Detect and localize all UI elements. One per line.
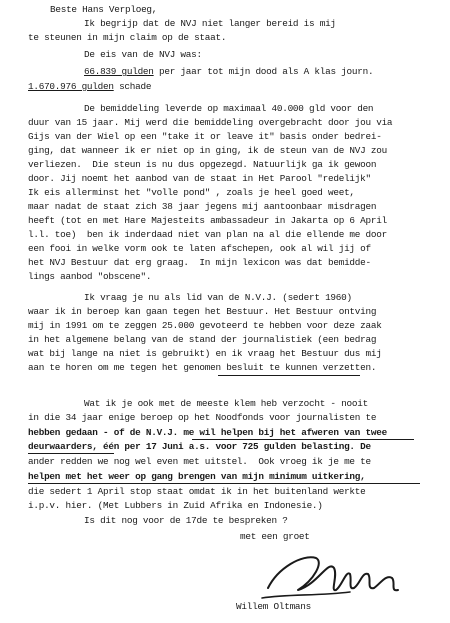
underline-mark: [28, 483, 420, 484]
text-line: het NVJ Bestuur dat erg graag. In mijn lexicon was dat bemidde-: [28, 257, 371, 268]
text-line: Ik eis allerminst het "volle pond" , zoals je heel goed weet,: [28, 187, 355, 198]
text-line: wat bij lange na niet is gebruikt) en ik vraag het Bestuur dus mij: [28, 348, 382, 359]
salutation: Beste Hans Verploeg,: [50, 4, 158, 15]
text-line: ander redden we nog wel even met uitstel. Ook vroeg ik je me te: [28, 456, 371, 467]
text-line: in die 34 jaar enige beroep op het Noodfonds voor journalisten te: [28, 412, 377, 423]
text-line: door. Jij noemt het aanbod van de staat in Het Parool "redelijk": [28, 173, 371, 184]
text-line: te steunen in mijn claim op de staat.: [28, 32, 227, 43]
text-line: Ik begrijp dat de NVJ niet langer bereid is mij: [84, 18, 336, 29]
text-line: aan te horen om me tegen het genomen besluit te kunnen verzetten.: [28, 362, 377, 373]
text-line: verliezen. Die steun is nu dus opgezegd. Natuurlijk ga ik gewoon: [28, 159, 377, 170]
handwritten-signature: [258, 540, 408, 606]
closing-greeting: met een groet: [240, 531, 310, 542]
text-line: heeft (tot en met Hare Majesteits ambassadeur in Jakarta op 6 April: [28, 215, 387, 226]
underline-mark: [218, 375, 360, 376]
signature-name: Willem Oltmans: [236, 601, 312, 612]
text-line: l.l. toe) ben ik inderdaad niet van plan na al die ellende me door: [28, 229, 387, 240]
text-line: in het algemene belang van de stand der journalistiek (een bedrag: [28, 334, 377, 345]
text-line: ging, dat wanneer ik er niet op in ging, ik de steun van de NVJ zou: [28, 145, 387, 156]
text-line: maar nadat de staat zich 38 jaar jegens mij aantoonbaar misdragen: [28, 201, 377, 212]
text-line: duur van 15 jaar. Mij werd die bemiddeling overgebracht door jou via: [28, 117, 393, 128]
claim-amount-1: 66.839 gulden: [84, 66, 154, 77]
text-line: lings aanbod "obscene".: [28, 271, 152, 282]
claim-intro: De eis van de NVJ was:: [84, 49, 202, 60]
text-line: die sedert 1 April stop staat omdat ik in het buitenland werkte: [28, 486, 366, 497]
text-line: Gijs van der Wiel op een "take it or leave it" basis onder bedrei-: [28, 131, 382, 142]
text-line: een fooi in welke vorm ook te laten afschepen, ook al wil jij of: [28, 243, 371, 254]
text-line-emphasis: hebben gedaan - of de N.V.J. me wil helpen bij het afweren van twee: [28, 427, 387, 438]
closing-question: Is dit nog voor de 17de te bespreken ?: [84, 515, 288, 526]
text-line: Wat ik je ook met de meeste klem heb verzocht - nooit: [84, 398, 368, 409]
text-line: waar ik in beroep kan gaan tegen het Bestuur. Het Bestuur ontving: [28, 306, 377, 317]
text-line: mij in 1991 om te zeggen 25.000 gevoteerd te hebben voor deze zaak: [28, 320, 382, 331]
text-line: Ik vraag je nu als lid van de N.V.J. (sedert 1960): [84, 292, 352, 303]
claim-line-2: 1.670.976 gulden schade: [28, 81, 152, 92]
claim-line-1: 66.839 gulden per jaar tot mijn dood als A klas journ.: [84, 66, 374, 77]
claim-amount-2: 1.670.976 gulden: [28, 81, 114, 92]
text-line-emphasis: deurwaarders, één per 17 Juni a.s. voor 725 gulden belasting. De: [28, 441, 371, 452]
underline-mark: [28, 453, 114, 454]
text-line: i.p.v. hier. (Met Lubbers in Zuid Afrika en Indonesie.): [28, 500, 323, 511]
text-line: De bemiddeling leverde op maximaal 40.000 gld voor den: [84, 103, 374, 114]
text-line-emphasis: helpen met het weer op gang brengen van mijn minimum uitkering,: [28, 471, 366, 482]
